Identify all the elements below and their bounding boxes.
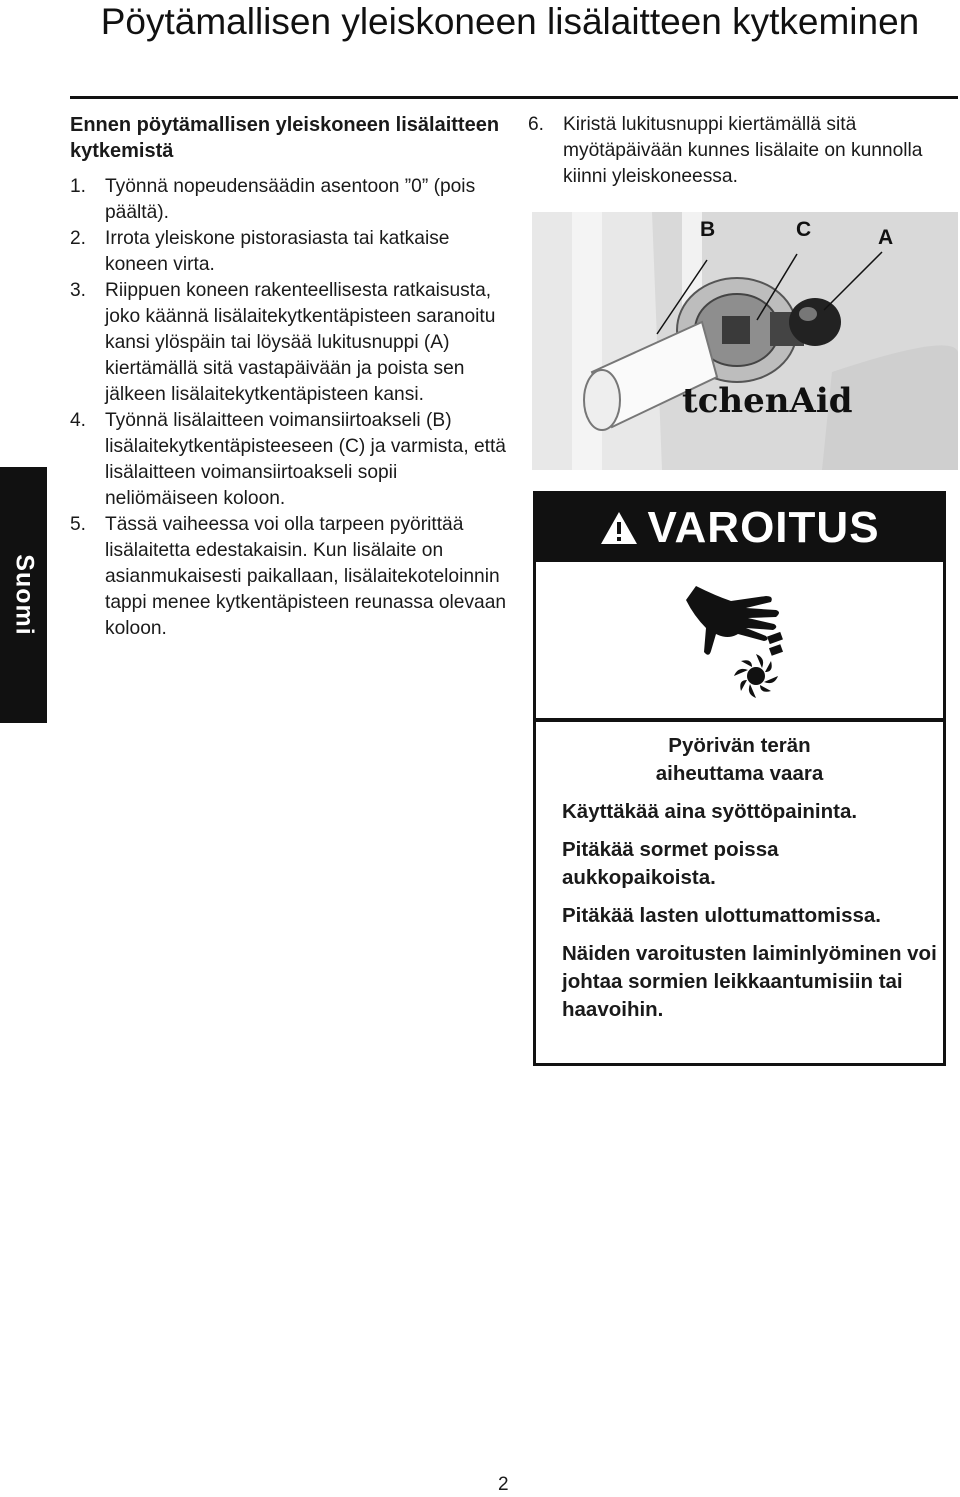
warning-line: Näiden varoitusten laiminlyöminen voi johtaa sormien leikkaantumisiin tai haavoihin. [562, 942, 937, 1021]
warning-line: Käyttäkää aina syöttöpaininta. [562, 800, 858, 823]
warning-triangle-icon [599, 510, 639, 546]
language-tab [0, 467, 47, 723]
warning-title: VAROITUS [647, 503, 880, 552]
warning-line: Pitäkää sormet poissa aukkopaikoista. [562, 838, 779, 889]
attachment-hub-illustration [532, 212, 958, 470]
left-column [70, 112, 510, 642]
warning-header [536, 494, 943, 562]
page-number: 2 [498, 1474, 509, 1495]
brand-text: tchenAid [682, 381, 853, 421]
warning-line: Pitäkää lasten ulottumattomissa. [562, 904, 881, 927]
right-column [528, 112, 948, 190]
title-rule [70, 96, 958, 99]
mixer-hub-drawing [532, 212, 958, 470]
step-3: 3. Riippuen koneen rakenteellisesta ratkaisusta, joko käännä lisälaitekytkentäpisteen saranoitu kansi ylöspäin tai löysää lukitusnuppi (A) kiertämällä sitä vastapäivään ja poista sen jälkeen lisälaitekytkentäpisteen kansi. [70, 280, 496, 405]
warning-divider [536, 718, 943, 722]
language-tab-label: Suomi [10, 554, 38, 636]
warning-lines [562, 798, 937, 1034]
hazard-title: Pyörivän terän aiheuttama vaara [655, 734, 824, 785]
steps-list [70, 174, 510, 642]
step-4: 4. Työnnä lisälaitteen voimansiirtoakseli (B) lisälaitekytkentäpisteeseen (C) ja varmista, että lisälaitteen voimansiirtoakseli sopii neliömäiseen koloon. [70, 410, 506, 509]
warning-box [533, 491, 946, 1066]
step-5: 5. Tässä vaiheessa voi olla tarpeen pyörittää lisälaitetta edestakaisin. Kun lisälaite on asianmukaisesti paikallaan, lisälaitekoteloinnin tappi menee kytkentäpisteen reunassa olevaan koloon. [70, 514, 507, 639]
step-2: 2. Irrota yleiskone pistorasiasta tai katkaise koneen virta. [70, 228, 450, 275]
hand-blade-hazard-icon [676, 576, 806, 706]
page-title: Pöytämallisen yleiskoneen lisälaitteen kytkeminen [100, 1, 920, 42]
label-a: A [878, 226, 894, 249]
step-6: 6. Kiristä lukitusnuppi kiertämällä sitä myötäpäivään kunnes lisälaite on kunnolla kiinni yleiskoneessa. [528, 114, 923, 187]
label-b: B [700, 218, 716, 241]
label-c: C [796, 218, 812, 241]
step-1: 1. Työnnä nopeudensäädin asentoon ”0” (pois päältä). [70, 176, 476, 223]
steps-list-continued [528, 112, 948, 190]
section-heading: Ennen pöytämallisen yleiskoneen lisälaitteen kytkemistä [70, 114, 500, 162]
